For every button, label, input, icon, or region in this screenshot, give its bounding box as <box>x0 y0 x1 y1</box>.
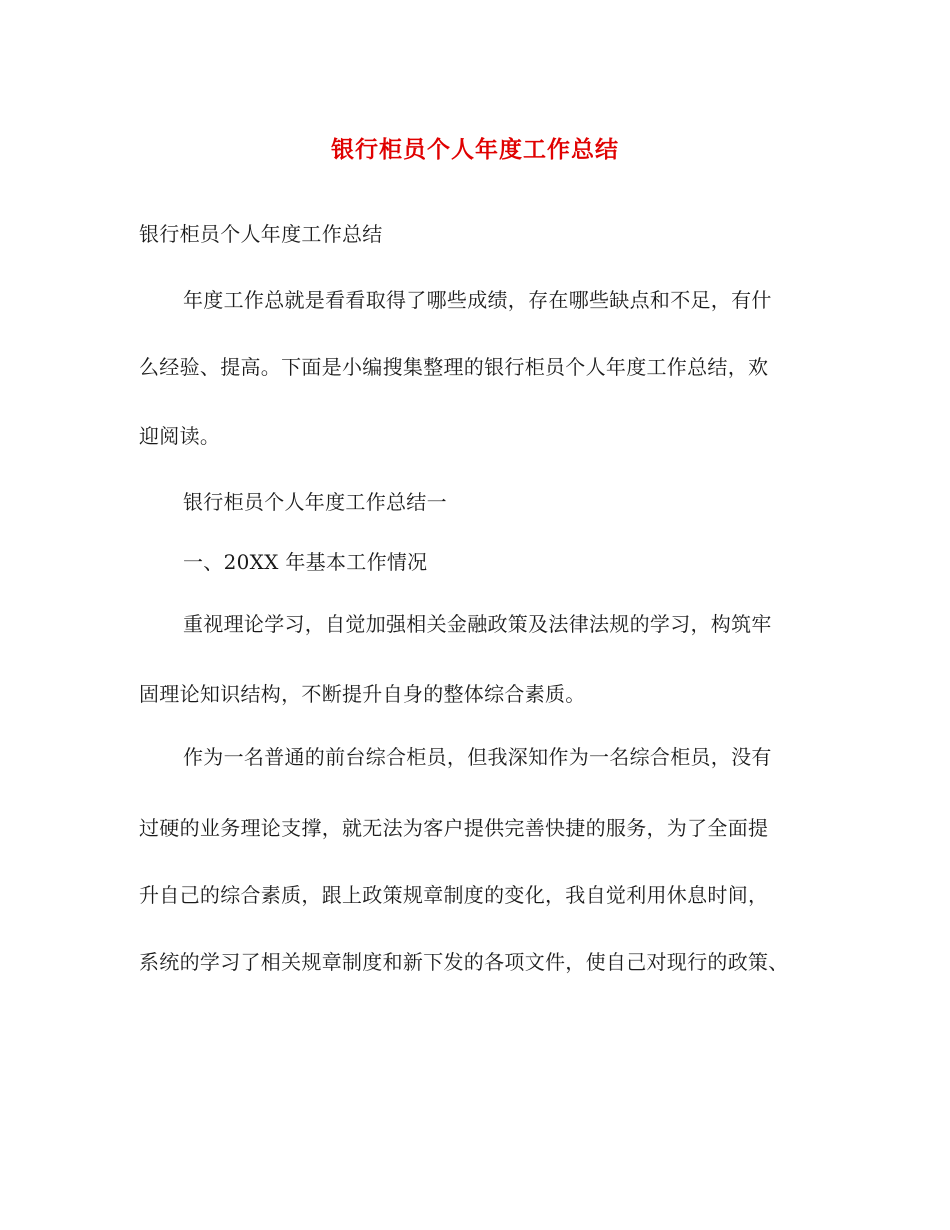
paragraph-line: 系统的学习了相关规章制度和新下发的各项文件，使自己对现行的政策、 <box>139 950 789 974</box>
paragraph-line: 作为一名普通的前台综合柜员，但我深知作为一名综合柜员，没有 <box>183 745 772 769</box>
section-heading: 银行柜员个人年度工作总结一 <box>183 490 447 514</box>
paragraph-line: 过硬的业务理论支撑，就无法为客户提供完善快捷的服务，为了全面提 <box>139 816 769 840</box>
paragraph-line: 迎阅读。 <box>139 424 221 448</box>
subtitle-line: 银行柜员个人年度工作总结 <box>139 222 383 246</box>
subsection-heading: 一、20XX 年基本工作情况 <box>183 550 428 574</box>
paragraph-line: 升自己的综合素质，跟上政策规章制度的变化，我自觉利用休息时间， <box>139 883 769 907</box>
paragraph-line: 年度工作总就是看看取得了哪些成绩，存在哪些缺点和不足，有什 <box>183 288 772 312</box>
paragraph-line: 么经验、提高。下面是小编搜集整理的银行柜员个人年度工作总结，欢 <box>139 355 769 379</box>
paragraph-line: 固理论知识结构，不断提升自身的整体综合素质。 <box>139 682 586 706</box>
paragraph-line: 重视理论学习，自觉加强相关金融政策及法律法规的学习，构筑牢 <box>183 612 772 636</box>
document-title: 银行柜员个人年度工作总结 <box>331 136 619 163</box>
